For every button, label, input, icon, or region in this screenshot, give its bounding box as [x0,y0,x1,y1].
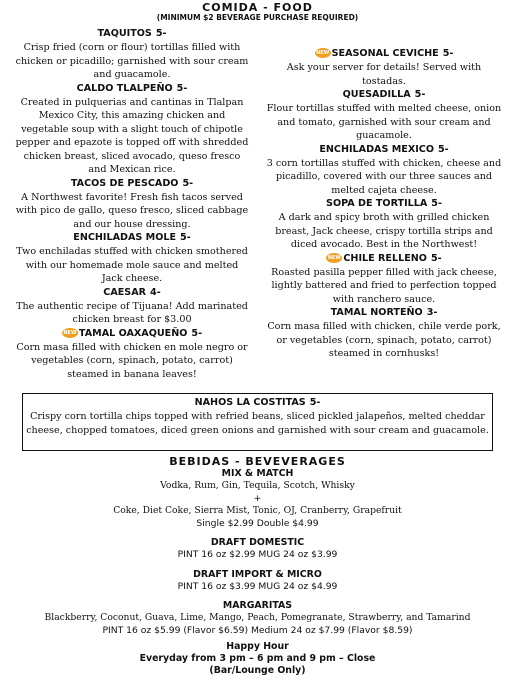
item-description: A dark and spicy broth with grilled chicken breast, Jack cheese, crispy tortilla strips and diced avocado. Best in the Northwest! [275,212,493,250]
item-description: Flour tortillas stuffed with melted cheese, onion and tomato, garnished with sour cream and guacamole. [266,103,502,141]
item-description: Roasted pasilla pepper filled with jack cheese, lightly battered and fried to perfection topped with ranchero sauce. [271,266,497,305]
beverages-section [14,455,501,677]
featured-item-box [22,393,493,451]
item-price: 5- [176,82,188,94]
item-name: ENCHILADAS MEXICO [319,143,434,155]
menu-item [14,27,250,82]
mix-match-prices: Single $2.99 Double $4.99 [196,517,319,529]
happy-hour-note: (Bar/Lounge Only) [209,665,306,676]
item-name: NAHOS LA COSTITAS [194,397,306,408]
item-price: 5- [431,198,442,209]
item-price: 5- [191,327,203,339]
item-name: QUESADILLA [342,89,411,100]
item-description: Corn masa filled with chicken en mole negro or vegetables (corn, spinach, potato, carrot) steamed in banana leaves! [16,341,248,380]
item-description: The authentic recipe of Tijuana! Add marinated chicken breast for $3.00 [16,300,248,325]
menu-item [264,306,504,361]
menu-item [264,88,504,143]
item-description: Crispy corn tortilla chips topped with refried beans, sliced pickled jalapeños, melted cheddar cheese, chopped tomatoes, diced green onions and garnished with sour cream and guacamole. [26,411,489,436]
happy-hour-heading: Happy Hour [226,641,289,652]
item-name: SOPA DE TORTILLA [326,198,428,209]
item-name: ENCHILADAS MOLE [73,232,177,243]
right-menu-column [264,47,504,361]
item-description: Ask your server for details! Served with tostadas. [286,62,482,87]
menu-item [14,231,250,286]
mix-match-plus: + [253,492,262,504]
item-price: 4- [150,286,161,298]
new-badge-icon: NEW [327,254,341,261]
item-name: TAQUITOS [97,28,152,39]
left-menu-column [14,27,250,381]
menu-item [264,197,504,252]
draft-domestic-heading: DRAFT DOMESTIC [210,537,305,548]
new-badge-icon: NEW [316,50,330,56]
item-price: 5- [182,177,194,189]
item-name: TAMAL NORTEÑO [330,307,423,318]
margaritas-prices: PINT 16 oz $5.99 (Flavor $6.59) Medium 24 oz $7.99 (Flavor $8.59) [102,624,413,636]
item-price: 5- [155,28,167,39]
item-price: 5- [414,89,426,100]
item-price: 5- [180,232,191,243]
menu-item [264,252,504,307]
item-price: 3- [426,307,438,318]
item-name: CALDO TLALPEÑO [76,82,173,94]
item-price: 5- [442,48,454,59]
food-section-title: COMIDA - FOOD [202,1,313,14]
item-name: SEASONAL CEVICHE [331,48,439,59]
item-name: TACOS DE PESCADO [70,177,179,189]
item-price: 5- [430,252,442,264]
mix-match-spirits: Vodka, Rum, Gin, Tequila, Scotch, Whisky [160,480,355,491]
mix-match-mixers: Coke, Diet Coke, Sierra Mist, Tonic, OJ, Cranberry, Grapefruit [113,505,402,516]
item-description: Corn masa filled with chicken, chile verde pork, or vegetables (corn, spinach, potato, carrot) steamed in cornhusks! [267,321,501,359]
draft-import-prices: PINT 16 oz $3.99 MUG 24 oz $4.99 [177,580,338,592]
new-badge-icon: NEW [63,329,77,336]
item-description: Crisp fried (corn or flour) tortillas filled with chicken or picadillo; garnished with sour cream and guacamole. [15,42,249,80]
mix-match-heading: MIX & MATCH [221,468,294,479]
item-description: Two enchiladas stuffed with chicken smothered with our homemade mole sauce and melted Jack cheese. [16,246,248,284]
food-section-subtitle: (MINIMUM $2 BEVERAGE PURCHASE REQUIRED) [156,13,359,22]
item-description: Created in pulquerias and cantinas in Tlalpan Mexico City, this amazing chicken and vegetable soup with a slight touch of chipotle pepper and epazote is topped off with shredded chicken breast, sliced avocado, queso fresco and Mexican rice. [15,96,249,175]
menu-item [14,286,250,327]
menu-item [14,177,250,232]
item-name: TAMAL OAXAQUEÑO [78,327,188,339]
menu-item [264,143,504,198]
menu-item [14,327,250,382]
item-name: CHILE RELLENO [343,252,427,264]
happy-hour-times: Everyday from 3 pm – 6 pm and 9 pm – Close [139,653,376,664]
item-price: 5- [309,397,321,408]
margaritas-flavors: Blackberry, Coconut, Guava, Lime, Mango, Peach, Pomegranate, Strawberry, and Tamarind [44,612,471,623]
draft-domestic-prices: PINT 16 oz $2.99 MUG 24 oz $3.99 [177,549,338,560]
draft-import-heading: DRAFT IMPORT & MICRO [193,568,322,580]
item-description: A Northwest favorite! Fresh fish tacos served with pico de gallo, queso fresco, sliced cabbage and our house dressing. [15,191,249,230]
margaritas-heading: MARGARITAS [222,600,293,611]
item-name: CAESAR [103,286,147,298]
menu-item [14,82,250,177]
beverages-section-title: BEBIDAS - BEVEVERAGES [169,455,346,468]
item-price: 5- [438,143,449,155]
menu-item [264,47,504,88]
item-description: 3 corn tortillas stuffed with chicken, cheese and picadillo, covered with our three sauces and melted cajeta cheese. [266,157,502,196]
